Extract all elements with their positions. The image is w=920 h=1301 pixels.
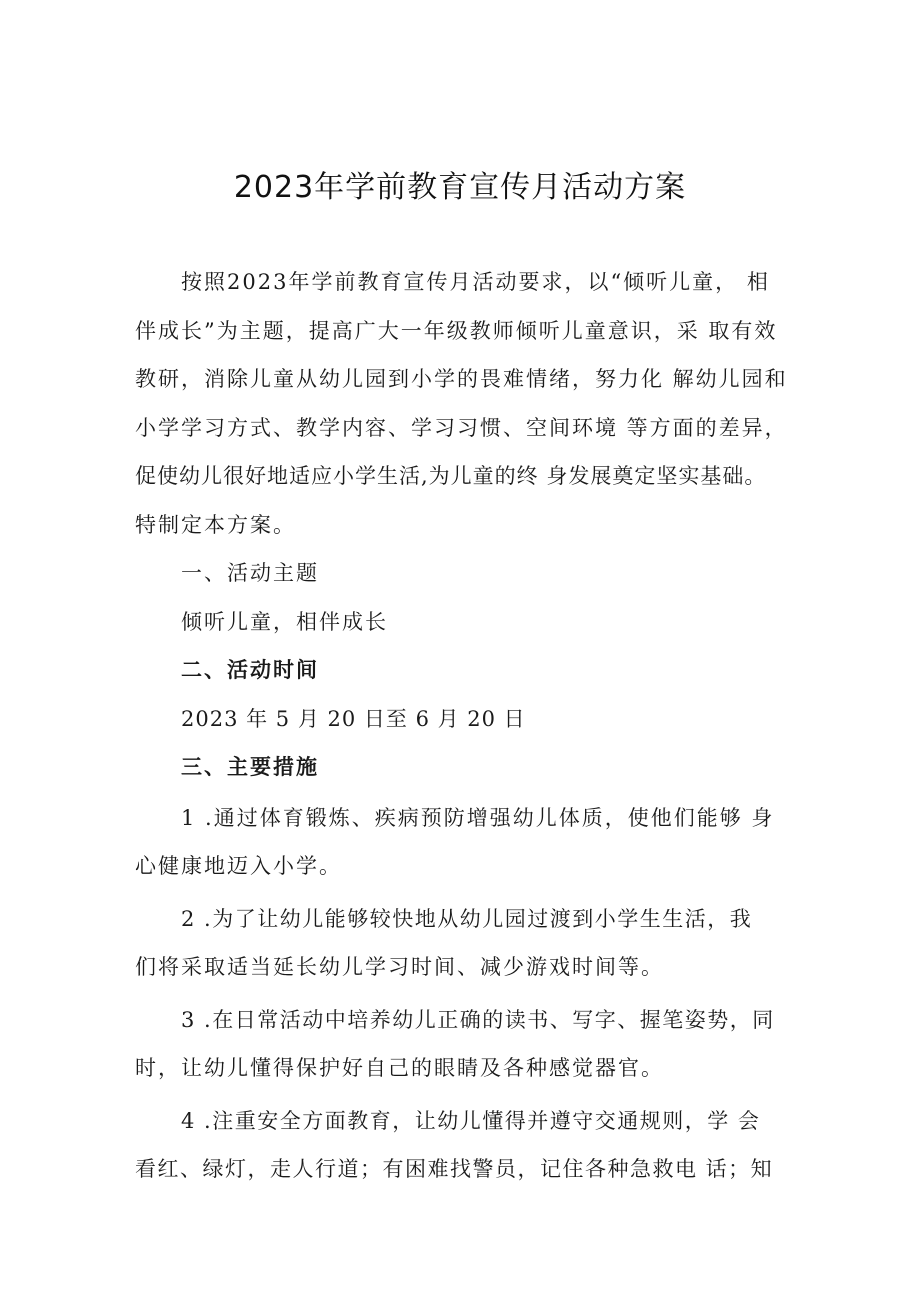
measure-item: [135, 996, 795, 1093]
intro-line: 特制定本方案。: [135, 512, 296, 537]
measure-line: 1 .通过体育锻炼、疾病预防增强幼儿体质，使他们能够 身: [181, 805, 775, 830]
intro-line: 伴成长”为主题，提高广大一年级教师倾听儿童意识，采 取有效: [135, 318, 778, 343]
document-title: 2023年学前教育宣传月活动方案: [233, 170, 687, 205]
measure-line: 2 .为了让幼儿能够较快地从幼儿园过渡到小学生生活，我: [181, 906, 753, 931]
measure-line: 心健康地迈入小学。: [135, 854, 342, 878]
measure-item: [135, 794, 795, 891]
section-text: 2023 年 5 月 20 日至 6 月 20 日: [181, 706, 526, 731]
document-body: [135, 258, 795, 1194]
measure-item: [135, 1097, 795, 1194]
section-heading: 一、活动主题: [181, 561, 319, 585]
section-text: 倾听儿童，相伴成长: [181, 609, 388, 634]
intro-line: 教研，消除儿童从幼儿园到小学的畏难情绪，努力化 解幼儿园和: [135, 367, 788, 391]
measure-item: [135, 895, 795, 992]
intro-line: 按照2023年学前教育宣传月活动要求，以“倾听儿童， 相: [181, 270, 770, 294]
intro-line: 促使幼儿很好地适应小学生活,为儿童的终 身发展奠定坚实基础。: [135, 464, 767, 488]
measure-line: 时，让幼儿懂得保护好自己的眼睛及各种感觉器官。: [135, 1056, 664, 1080]
section-heading: 三、主要措施: [181, 755, 319, 779]
measure-line: 3 .在日常活动中培养幼儿正确的读书、写字、握笔姿势，同: [181, 1007, 775, 1032]
measure-line: 们将采取适当延长幼儿学习时间、减少游戏时间等。: [135, 955, 664, 979]
measure-line: 4 .注重安全方面教育，让幼儿懂得并遵守交通规则，学 会: [181, 1108, 761, 1133]
measure-line: 看红、绿灯，走人行道；有困难找警员，记住各种急救电 话；知: [135, 1157, 774, 1181]
intro-paragraph: [135, 258, 795, 549]
section-heading: 二、活动时间: [181, 658, 319, 682]
intro-line: 小学学习方式、教学内容、学习习惯、空间环境 等方面的差异，: [135, 415, 788, 440]
